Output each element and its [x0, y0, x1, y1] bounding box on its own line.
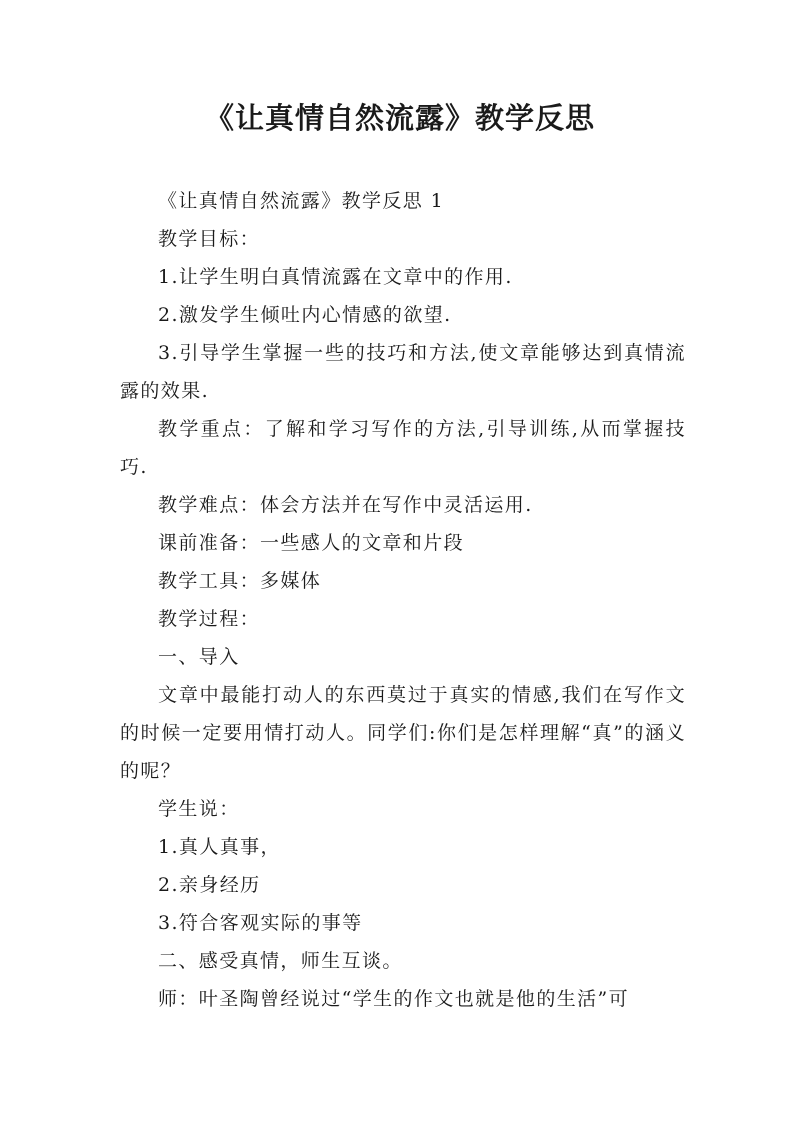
paragraph: 1.真人真事， [158, 836, 281, 858]
paragraph: 学生说： [158, 798, 240, 820]
paragraph: 2.亲身经历 [158, 874, 261, 896]
paragraph: 课前准备：一些感人的文章和片段 [158, 532, 465, 554]
paragraph: 2.激发学生倾吐内心情感的欲望. [158, 304, 452, 326]
paragraph: 教学难点：体会方法并在写作中灵活运用. [158, 494, 533, 516]
paragraph: 二、感受真情，师生互谈。 [158, 950, 403, 972]
paragraph: 3.符合客观实际的事等 [158, 912, 363, 934]
paragraph: 教学重点：了解和学习写作的方法,引导训练,从而掌握技巧. [120, 418, 686, 478]
paragraph: 教学工具：多媒体 [158, 570, 322, 592]
paragraph: 教学目标： [158, 228, 261, 250]
paragraph: 3.引导学生掌握一些的技巧和方法,使文章能够达到真情流露的效果. [120, 342, 686, 402]
paragraph: 1.让学生明白真情流露在文章中的作用. [158, 266, 513, 288]
paragraph: 教学过程： [158, 608, 261, 630]
document-body [120, 182, 686, 1018]
paragraph: 师：叶圣陶曾经说过“学生的作文也就是他的生活”可 [158, 988, 630, 1010]
paragraph: 文章中最能打动人的东西莫过于真实的情感,我们在写作文的时候一定要用情打动人。同学们:你们是怎样理解“真”的涵义的呢？ [120, 684, 686, 782]
paragraph: 一、导入 [158, 646, 240, 668]
paragraph: 《让真情自然流露》教学反思 1 [158, 190, 445, 212]
document-title: 《让真情自然流露》教学反思 [204, 101, 595, 135]
